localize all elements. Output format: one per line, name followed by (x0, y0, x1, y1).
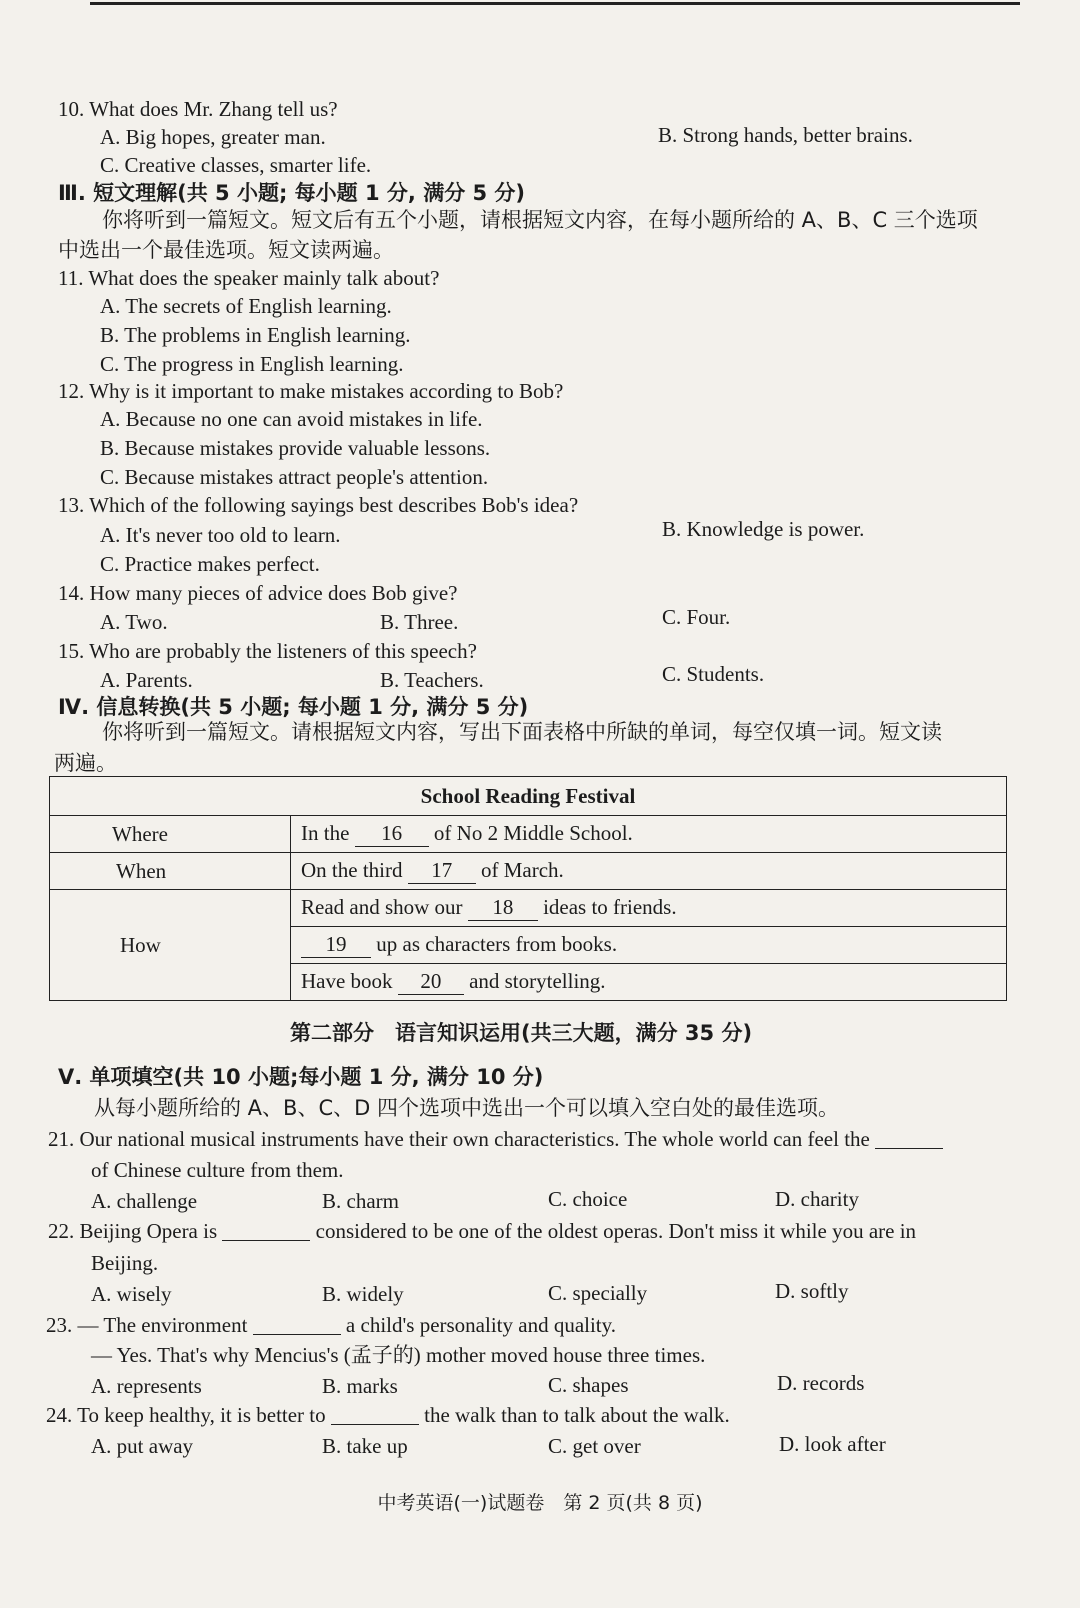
q24-option-a: A. put away (91, 1434, 194, 1458)
cell-text: In the (301, 821, 350, 845)
q23-option-b: B. marks (322, 1374, 398, 1398)
question-number: 24. (46, 1403, 73, 1427)
question-stem: To keep healthy, it is better to (77, 1403, 326, 1427)
question-stem: Our national musical instruments have their own characteristics. The whole world can feel the (79, 1127, 870, 1151)
cell-text: Have book (301, 969, 393, 993)
blank-16[interactable]: 16 (355, 821, 429, 847)
question-11 (58, 265, 439, 291)
question-14 (58, 580, 457, 606)
question-stem: — The environment (77, 1313, 248, 1337)
section-4-instruction: 你将听到一篇短文。请根据短文内容，写出下面表格中所缺的单词，每空仅填一词。短文读 (102, 720, 942, 744)
cell-text: of No 2 Middle School. (433, 821, 633, 845)
table-row (50, 853, 1007, 890)
q23-option-d: D. records (777, 1371, 865, 1395)
question-number: 14. (58, 581, 85, 605)
question-stem: Why is it important to make mistakes according to Bob? (89, 379, 564, 403)
q23-option-c: C. shapes (548, 1373, 629, 1397)
question-number: 12. (58, 379, 85, 403)
top-rule (90, 2, 1020, 5)
reading-festival-table (49, 776, 1007, 1001)
question-number: 23. (46, 1313, 73, 1337)
question-stem: Beijing Opera is (79, 1219, 218, 1243)
question-stem: What does the speaker mainly talk about? (88, 266, 440, 290)
how-cell-1 (291, 890, 1007, 927)
q23-stem-cont: — Yes. That's why Mencius's (孟子的) mother moved house three times. (91, 1343, 706, 1367)
q13-option-a: A. It's never too old to learn. (100, 523, 341, 547)
q22-option-b: B. widely (322, 1282, 404, 1306)
q14-option-b: B. Three. (380, 610, 459, 634)
section-3-instruction-cont: 中选出一个最佳选项。短文读两遍。 (58, 238, 394, 262)
how-cell-3 (291, 964, 1007, 1001)
question-stem: a child's personality and quality. (345, 1313, 617, 1337)
q11-option-a: A. The secrets of English learning. (100, 294, 392, 318)
blank-17[interactable]: 17 (408, 858, 476, 884)
section-5-instruction: 从每小题所给的 A、B、C、D 四个选项中选出一个可以填入空白处的最佳选项。 (94, 1096, 839, 1120)
cell-text: Read and show our (301, 895, 463, 919)
q12-option-c: C. Because mistakes attract people's attention. (100, 465, 489, 489)
q22-option-a: A. wisely (91, 1282, 172, 1306)
page-footer: 中考英语(一)试题卷 第 2 页(共 8 页) (377, 1492, 703, 1514)
table-row (50, 816, 1007, 853)
answer-blank[interactable] (331, 1404, 419, 1425)
blank-18[interactable]: 18 (468, 895, 538, 921)
question-stem: What does Mr. Zhang tell us? (89, 97, 338, 121)
q15-option-b: B. Teachers. (380, 668, 484, 692)
answer-blank[interactable] (875, 1128, 943, 1149)
question-number: 21. (48, 1127, 75, 1151)
cell-text: On the third (301, 858, 403, 882)
q21-option-d: D. charity (775, 1187, 859, 1211)
question-stem: the walk than to talk about the walk. (424, 1403, 730, 1427)
section-4-instruction-cont: 两遍。 (54, 751, 117, 775)
where-cell (291, 816, 1007, 853)
question-number: 15. (58, 639, 85, 663)
answer-blank[interactable] (253, 1314, 341, 1335)
cell-text: ideas to friends. (543, 895, 677, 919)
cell-text: up as characters from books. (376, 932, 618, 956)
q22-option-c: C. specially (548, 1281, 648, 1305)
answer-blank[interactable] (222, 1220, 310, 1241)
section-5-heading: Ⅴ. 单项填空(共 10 小题;每小题 1 分, 满分 10 分) (58, 1065, 544, 1089)
question-number: 22. (48, 1219, 75, 1243)
section-3-instruction: 你将听到一篇短文。短文后有五个小题，请根据短文内容，在每小题所给的 A、B、C 三个选项 (102, 208, 978, 232)
q12-option-a: A. Because no one can avoid mistakes in life. (100, 407, 483, 431)
question-22 (48, 1218, 916, 1244)
cell-text: of March. (480, 858, 564, 882)
q22-option-d: D. softly (775, 1279, 849, 1303)
question-stem: considered to be one of the oldest operas. Don't miss it while you are in (315, 1219, 917, 1243)
question-23 (46, 1312, 616, 1338)
question-13 (58, 492, 578, 518)
q24-option-d: D. look after (779, 1432, 886, 1456)
question-15 (58, 638, 477, 664)
question-stem: How many pieces of advice does Bob give? (89, 581, 458, 605)
q14-option-a: A. Two. (100, 610, 168, 634)
q21-stem-cont: of Chinese culture from them. (91, 1158, 344, 1182)
q21-option-a: A. challenge (91, 1189, 198, 1213)
blank-20[interactable]: 20 (398, 969, 464, 995)
q24-option-b: B. take up (322, 1434, 408, 1458)
table-row (50, 890, 1007, 927)
q15-option-a: A. Parents. (100, 668, 193, 692)
q14-option-c: C. Four. (662, 605, 731, 629)
q21-option-c: C. choice (548, 1187, 628, 1211)
q10-option-a: A. Big hopes, greater man. (100, 125, 326, 149)
q15-option-c: C. Students. (662, 662, 765, 686)
q24-option-c: C. get over (548, 1434, 641, 1458)
q13-option-c: C. Practice makes perfect. (100, 552, 320, 576)
cell-text: and storytelling. (469, 969, 606, 993)
part-2-heading: 第二部分 语言知识运用(共三大题，满分 35 分) (290, 1021, 753, 1045)
question-12 (58, 378, 563, 404)
q10-option-b: B. Strong hands, better brains. (658, 123, 913, 147)
where-label: Where (50, 816, 291, 853)
blank-19[interactable]: 19 (301, 932, 371, 958)
q12-option-b: B. Because mistakes provide valuable lessons. (100, 436, 491, 460)
q23-option-a: A. represents (91, 1374, 202, 1398)
question-stem: Who are probably the listeners of this speech? (89, 639, 477, 663)
section-4-heading: Ⅳ. 信息转换(共 5 小题; 每小题 1 分, 满分 5 分) (58, 695, 529, 719)
q21-option-b: B. charm (322, 1189, 399, 1213)
question-number: 10. (58, 97, 85, 121)
section-3-heading: Ⅲ. 短文理解(共 5 小题; 每小题 1 分, 满分 5 分) (58, 181, 526, 205)
question-number: 11. (58, 266, 84, 290)
question-10 (58, 96, 338, 122)
q13-option-b: B. Knowledge is power. (662, 517, 865, 541)
q11-option-b: B. The problems in English learning. (100, 323, 411, 347)
q11-option-c: C. The progress in English learning. (100, 352, 404, 376)
when-cell (291, 853, 1007, 890)
how-cell-2 (291, 927, 1007, 964)
question-24 (46, 1402, 730, 1428)
when-label: When (50, 853, 291, 890)
question-21 (48, 1126, 943, 1152)
question-stem: Which of the following sayings best describes Bob's idea? (89, 493, 579, 517)
how-label: How (50, 890, 291, 1001)
question-number: 13. (58, 493, 85, 517)
q10-option-c: C. Creative classes, smarter life. (100, 153, 372, 177)
q22-stem-cont: Beijing. (91, 1251, 159, 1275)
table-title: School Reading Festival (50, 777, 1007, 816)
